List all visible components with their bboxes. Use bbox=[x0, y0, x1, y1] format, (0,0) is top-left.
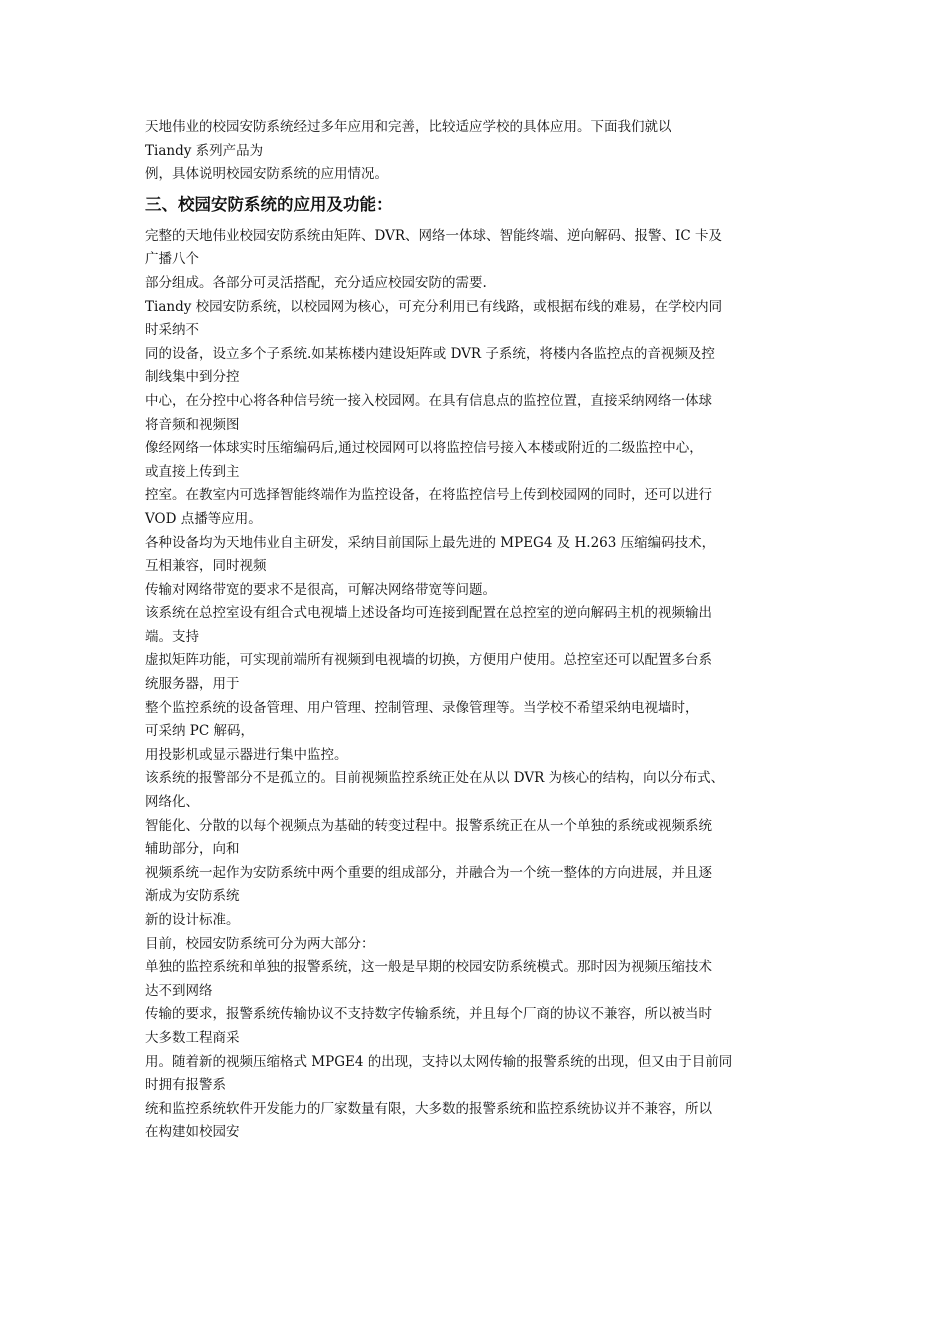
text-line: 将音频和视频图 bbox=[145, 416, 240, 433]
text-line: 在构建如校园安 bbox=[145, 1124, 240, 1141]
text-line: 像经网络一体球实时压缩编码后,通过校园网可以将监控信号接入本楼或附近的二级监控中心， bbox=[145, 440, 703, 457]
text-line: 完整的天地伟业校园安防系统由矩阵、DVR、网络一体球、智能终端、逆向解码、报警、IC 卡及 bbox=[145, 227, 722, 244]
text-line: 时拥有报警系 bbox=[145, 1077, 226, 1094]
text-line: 中心，在分控中心将各种信号统一接入校园网。在具有信息点的监控位置，直接采纳网络一体球 bbox=[145, 392, 712, 409]
text-line: 时采纳不 bbox=[145, 322, 199, 339]
text-line: 例，具体说明校园安防系统的应用情况。 bbox=[145, 166, 388, 183]
text-line: 渐成为安防系统 bbox=[145, 888, 240, 905]
text-line: 各种设备均为天地伟业自主研发，采纳目前国际上最先进的 MPEG4 及 H.263 压缩编码技术， bbox=[145, 534, 716, 551]
document-body bbox=[145, 116, 820, 1145]
text-line: 端。支持 bbox=[145, 628, 199, 645]
text-line: 或直接上传到主 bbox=[145, 463, 240, 480]
text-line: 大多数工程商采 bbox=[145, 1029, 240, 1046]
text-line: 辅助部分，向和 bbox=[145, 841, 240, 858]
section-heading: 三、校园安防系统的应用及功能： bbox=[145, 194, 393, 214]
text-line: 用投影机或显示器进行集中监控。 bbox=[145, 746, 348, 763]
text-line: 天地伟业的校园安防系统经过多年应用和完善，比较适应学校的具体应用。下面我们就以 bbox=[145, 119, 672, 135]
text-line: 同的设备，设立多个子系统.如某栋楼内建设矩阵或 DVR 子系统，将楼内各监控点的音视频及控 bbox=[145, 345, 715, 362]
text-line: 用。随着新的视频压缩格式 MPGE4 的出现，支持以太网传输的报警系统的出现，但又由于目前同 bbox=[145, 1053, 733, 1070]
text-line: 网络化、 bbox=[145, 794, 199, 811]
text-line: 该系统在总控室设有组合式电视墙上述设备均可连接到配置在总控室的逆向解码主机的视频输出 bbox=[145, 605, 712, 622]
text-line: 统服务器，用于 bbox=[145, 676, 240, 693]
text-line: 新的设计标准。 bbox=[145, 912, 240, 928]
text-line: 互相兼容，同时视频 bbox=[145, 558, 267, 575]
text-line: 智能化、分散的以每个视频点为基础的转变过程中。报警系统正在从一个单独的系统或视频系统 bbox=[145, 817, 712, 834]
text-line: 该系统的报警部分不是孤立的。目前视频监控系统正处在从以 DVR 为核心的结构，向以分布式、 bbox=[145, 770, 725, 787]
text-line: 传输的要求，报警系统传输协议不支持数字传输系统，并且每个厂商的协议不兼容，所以被当时 bbox=[145, 1006, 712, 1023]
text-line: 部分组成。各部分可灵活搭配，充分适应校园安防的需要. bbox=[145, 274, 487, 291]
text-line: 目前，校园安防系统可分为两大部分： bbox=[145, 935, 375, 952]
text-line: 制线集中到分控 bbox=[145, 369, 240, 386]
section-body bbox=[145, 225, 820, 1145]
text-line: 单独的监控系统和单独的报警系统，这一般是早期的校园安防系统模式。那时因为视频压缩技术 bbox=[145, 959, 712, 976]
text-line: 视频系统一起作为安防系统中两个重要的组成部分，并融合为一个统一整体的方向进展，并且逐 bbox=[145, 864, 712, 881]
text-line: Tiandy 校园安防系统，以校园网为核心，可充分利用已有线路，或根据布线的难易，在学校内同 bbox=[145, 298, 723, 315]
text-line: 虚拟矩阵功能，可实现前端所有视频到电视墙的切换，方便用户使用。总控室还可以配置多台系 bbox=[145, 652, 712, 669]
text-line: Tiandy 系列产品为 bbox=[145, 142, 264, 159]
text-line: 整个监控系统的设备管理、用户管理、控制管理、录像管理等。当学校不希望采纳电视墙时， bbox=[145, 699, 699, 716]
text-line: 控室。在教室内可选择智能终端作为监控设备，在将监控信号上传到校园网的同时，还可以进行 bbox=[145, 487, 712, 504]
text-line: 广播八个 bbox=[145, 251, 199, 268]
text-line: 达不到网络 bbox=[145, 982, 213, 999]
text-line: 可采纳 PC 解码， bbox=[145, 723, 254, 740]
intro-paragraph bbox=[145, 116, 820, 187]
text-line: VOD 点播等应用。 bbox=[145, 510, 262, 527]
text-line: 统和监控系统软件开发能力的厂家数量有限，大多数的报警系统和监控系统协议并不兼容，所以 bbox=[145, 1100, 712, 1117]
text-line: 传输对网络带宽的要求不是很高，可解决网络带宽等问题。 bbox=[145, 581, 496, 598]
